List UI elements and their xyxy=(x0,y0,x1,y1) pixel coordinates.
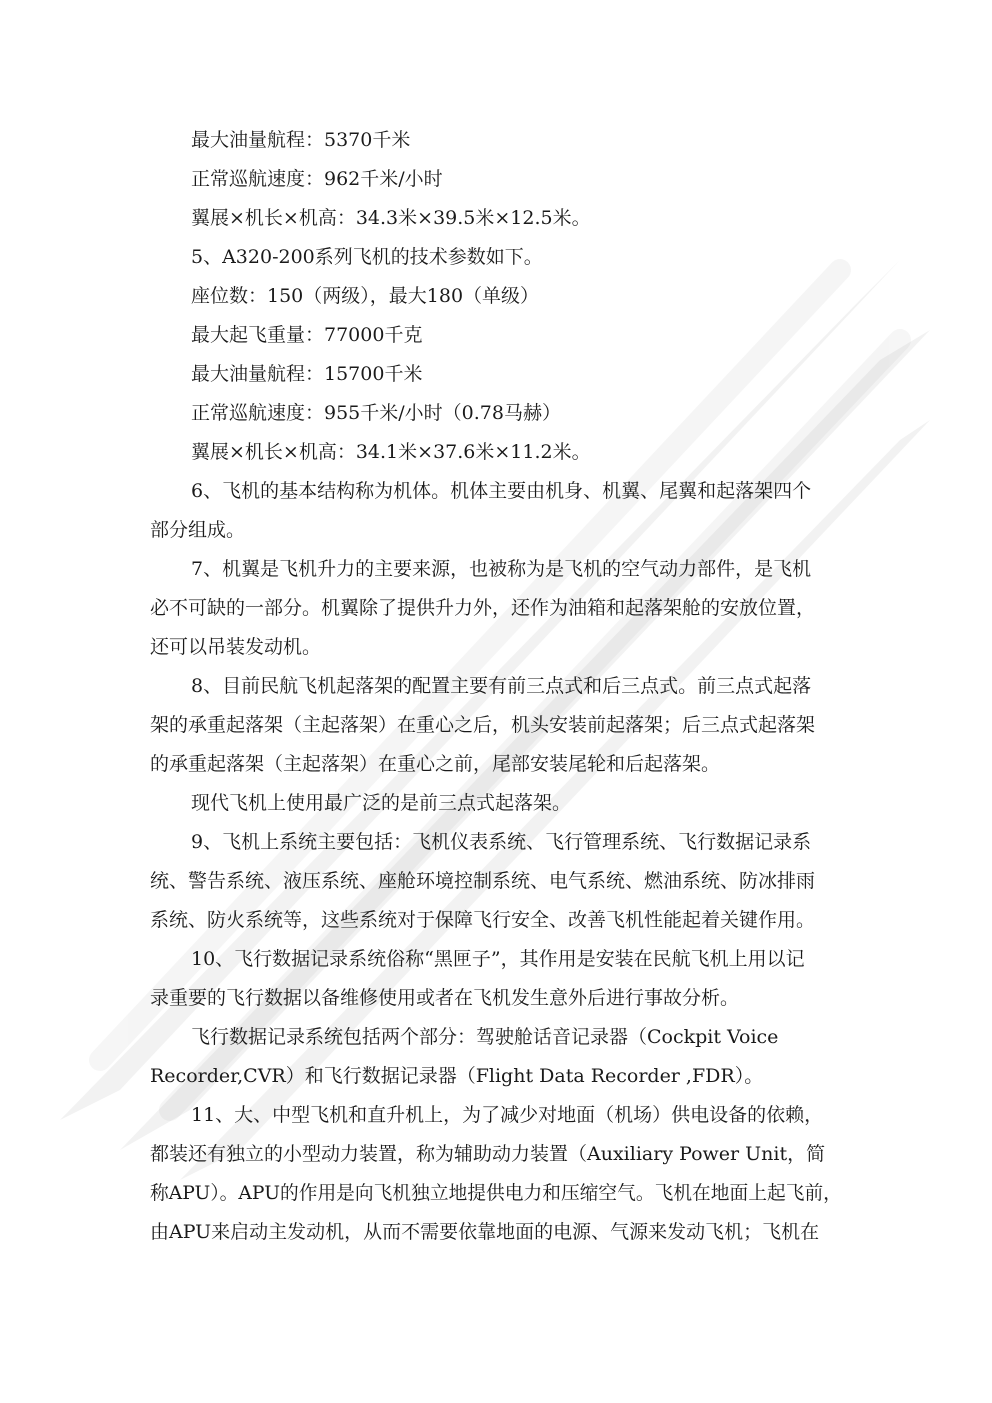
paragraph-line: 部分组成。 xyxy=(150,519,246,541)
paragraph-line: 7、机翼是飞机升力的主要来源，也被称为是飞机的空气动力部件，是飞机 xyxy=(191,558,812,580)
paragraph-line: Recorder,CVR）和飞行数据记录器（Flight Data Recorder ,FDR）。 xyxy=(150,1065,764,1087)
spec-line: 最大起飞重量：77000千克 xyxy=(191,324,423,346)
spec-line: 座位数：150（两级），最大180（单级） xyxy=(191,285,540,307)
paragraph-line: 9、飞机上系统主要包括：飞机仪表系统、飞行管理系统、飞行数据记录系 xyxy=(191,831,812,853)
spec-line: 最大油量航程：5370千米 xyxy=(191,129,411,151)
spec-line: 正常巡航速度：955千米/小时（0.78马赫） xyxy=(191,402,561,424)
paragraph-line: 8、目前民航飞机起落架的配置主要有前三点式和后三点式。前三点式起落 xyxy=(191,675,812,697)
paragraph-line: 统、警告系统、液压系统、座舱环境控制系统、电气系统、燃油系统、防冰排雨 xyxy=(150,870,816,892)
spec-line: 正常巡航速度：962千米/小时 xyxy=(191,168,443,190)
paragraph-line: 由APU来启动主发动机，从而不需要依靠地面的电源、气源来发动飞机；飞机在 xyxy=(150,1221,820,1243)
paragraph-line: 的承重起落架（主起落架）在重心之前，尾部安装尾轮和后起落架。 xyxy=(150,753,721,775)
paragraph-line: 现代飞机上使用最广泛的是前三点式起落架。 xyxy=(191,792,572,814)
spec-line: 最大油量航程：15700千米 xyxy=(191,363,423,385)
paragraph-line: 飞行数据记录系统包括两个部分：驾驶舱话音记录器（Cockpit Voice xyxy=(191,1026,779,1048)
paragraph-line: 6、飞机的基本结构称为机体。机体主要由机身、机翼、尾翼和起落架四个 xyxy=(191,480,812,502)
paragraph-line: 架的承重起落架（主起落架）在重心之后，机头安装前起落架；后三点式起落架 xyxy=(150,714,816,736)
spec-line: 翼展×机长×机高：34.1米×37.6米×11.2米。 xyxy=(191,441,591,463)
paragraph-line: 录重要的飞行数据以备维修使用或者在飞机发生意外后进行事故分析。 xyxy=(150,987,740,1009)
paragraph-line: 系统、防火系统等，这些系统对于保障飞行安全、改善飞机性能起着关键作用。 xyxy=(150,909,816,931)
paragraph-line: 都装还有独立的小型动力装置，称为辅助动力装置（Auxiliary Power Unit，简 xyxy=(150,1143,826,1165)
spec-heading: 5、A320-200系列飞机的技术参数如下。 xyxy=(191,246,543,268)
paragraph-line: 11、大、中型飞机和直升机上，为了减少对地面（机场）供电设备的依赖， xyxy=(191,1104,824,1126)
paragraph-line: 必不可缺的一部分。机翼除了提供升力外，还作为油箱和起落架舱的安放位置， xyxy=(150,597,816,619)
paragraph-line: 称APU）。APU的作用是向飞机独立地提供电力和压缩空气。飞机在地面上起飞前， xyxy=(150,1182,842,1204)
paragraph-line: 10、飞行数据记录系统俗称“黑匣子”，其作用是安装在民航飞机上用以记 xyxy=(191,948,805,970)
spec-line: 翼展×机长×机高：34.3米×39.5米×12.5米。 xyxy=(191,207,591,229)
paragraph-line: 还可以吊装发动机。 xyxy=(150,636,322,658)
